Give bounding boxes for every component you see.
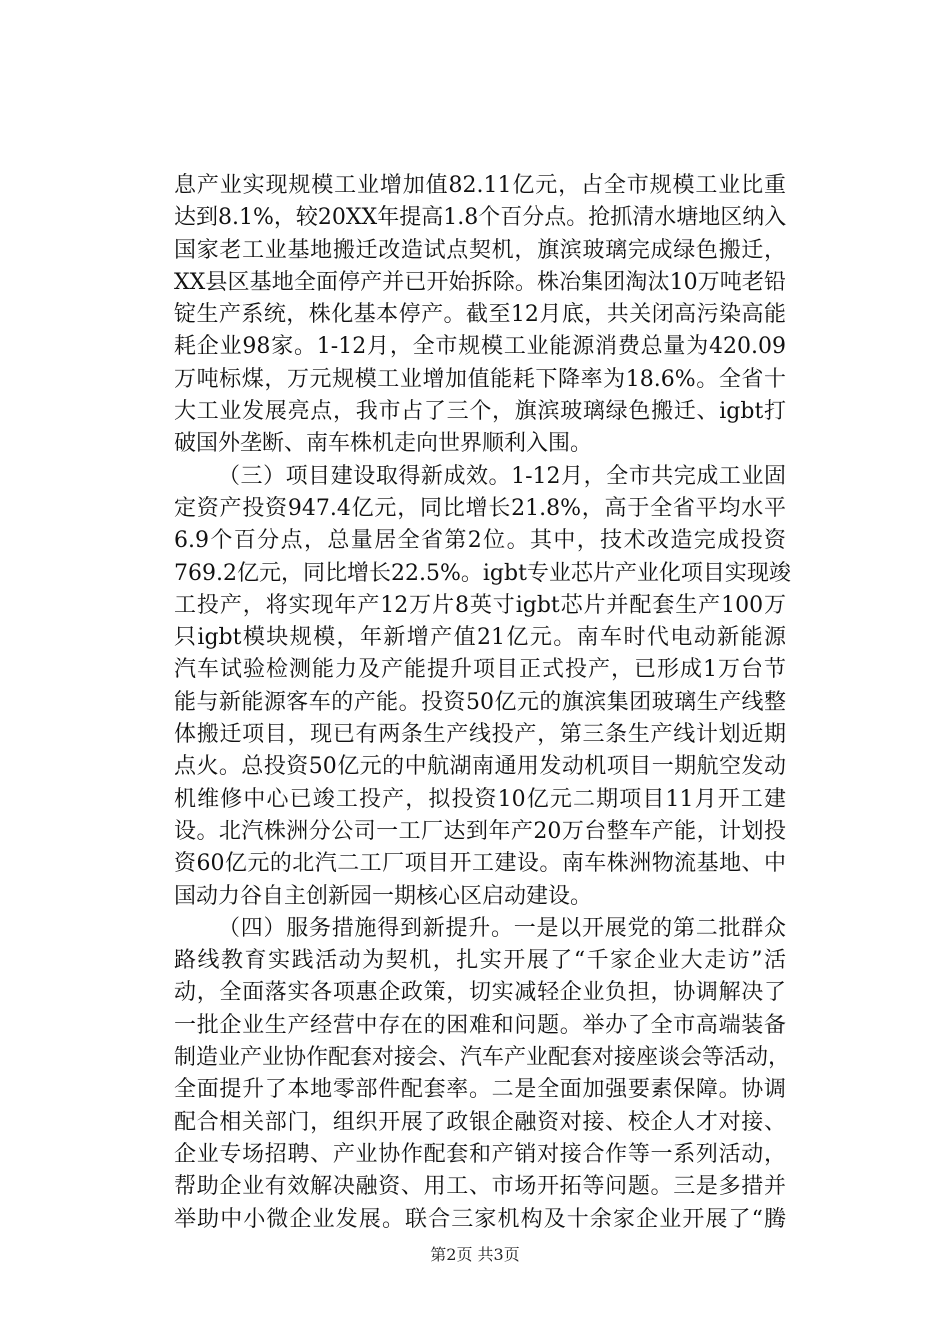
text-line: 只igbt模块规模，年新增产值21亿元。南车时代电动新能源 bbox=[174, 625, 786, 651]
text-line: 能与新能源客车的产能。投资50亿元的旗滨集团玻璃生产线整 bbox=[174, 689, 786, 715]
section-heading-line: （四）服务措施得到新提升。一是以开展党的第二批群众 bbox=[218, 915, 786, 941]
text-line: 路线教育实践活动为契机，扎实开展了“千家企业大走访”活 bbox=[174, 948, 786, 974]
text-line: 工投产，将实现年产12万片8英寸igbt芯片并配套生产100万 bbox=[174, 592, 786, 618]
text-line: 体搬迁项目，现已有两条生产线投产，第三条生产线计划近期 bbox=[174, 722, 786, 748]
text-line: 息产业实现规模工业增加值82.11亿元，占全市规模工业比重 bbox=[174, 173, 786, 198]
page-footer bbox=[0, 1243, 950, 1267]
document-body bbox=[174, 170, 791, 1236]
text-line: 国家老工业基地搬迁改造试点契机，旗滨玻璃完成绿色搬迁， bbox=[174, 237, 786, 263]
text-line: 769.2亿元，同比增长22.5%。igbt专业芯片产业化项目实现竣 bbox=[174, 560, 791, 586]
text-line: 耗企业98家。1-12月，全市规模工业能源消费总量为420.09 bbox=[174, 334, 786, 360]
text-line: 配合相关部门，组织开展了政银企融资对接、校企人才对接、 bbox=[174, 1109, 786, 1135]
text-line: 万吨标煤，万元规模工业增加值能耗下降率为18.6%。全省十 bbox=[174, 366, 786, 392]
text-line: 大工业发展亮点，我市占了三个，旗滨玻璃绿色搬迁、igbt打 bbox=[174, 399, 786, 425]
text-line: 6.9个百分点，总量居全省第2位。其中，技术改造完成投资 bbox=[174, 528, 786, 554]
text-line: 一批企业生产经营中存在的困难和问题。举办了全市高端装备 bbox=[174, 1012, 786, 1038]
section-heading-line: （三）项目建设取得新成效。1-12月，全市共完成工业固 bbox=[218, 463, 786, 489]
text-line: 锭生产系统，株化基本停产。截至12月底，共关闭高污染高能 bbox=[174, 302, 786, 328]
paragraph-end-line: 国动力谷自主创新园一期核心区启动建设。 bbox=[174, 883, 593, 909]
text-line: XX县区基地全面停产并已开始拆除。株冶集团淘汰10万吨老铅 bbox=[174, 269, 786, 295]
page-number: 第2页 共3页 bbox=[430, 1245, 520, 1264]
text-line: 资60亿元的北汽二工厂项目开工建设。南车株洲物流基地、中 bbox=[174, 851, 786, 877]
text-line: 全面提升了本地零部件配套率。二是全面加强要素保障。协调 bbox=[174, 1077, 786, 1103]
text-line: 机维修中心已竣工投产，拟投资10亿元二期项目11月开工建 bbox=[174, 786, 786, 812]
text-line: 帮助企业有效解决融资、用工、市场开拓等问题。三是多措并 bbox=[174, 1174, 786, 1200]
text-line: 举助中小微企业发展。联合三家机构及十余家企业开展了“腾 bbox=[174, 1206, 786, 1232]
text-line: 制造业产业协作配套对接会、汽车产业配套对接座谈会等活动， bbox=[174, 1045, 791, 1071]
text-line: 汽车试验检测能力及产能提升项目正式投产，已形成1万台节 bbox=[174, 657, 786, 683]
text-line: 企业专场招聘、产业协作配套和产销对接合作等一系列活动， bbox=[174, 1141, 786, 1167]
text-line: 动，全面落实各项惠企政策，切实减轻企业负担，协调解决了 bbox=[174, 980, 786, 1006]
paragraph-end-line: 破国外垄断、南车株机走向世界顺利入围。 bbox=[174, 431, 593, 457]
text-line: 达到8.1%，较20XX年提高1.8个百分点。抢抓清水塘地区纳入 bbox=[174, 205, 787, 231]
text-line: 点火。总投资50亿元的中航湖南通用发动机项目一期航空发动 bbox=[174, 754, 786, 780]
text-line: 定资产投资947.4亿元，同比增长21.8%，高于全省平均水平 bbox=[174, 495, 786, 521]
text-line: 设。北汽株洲分公司一工厂达到年产20万台整车产能，计划投 bbox=[174, 818, 786, 844]
